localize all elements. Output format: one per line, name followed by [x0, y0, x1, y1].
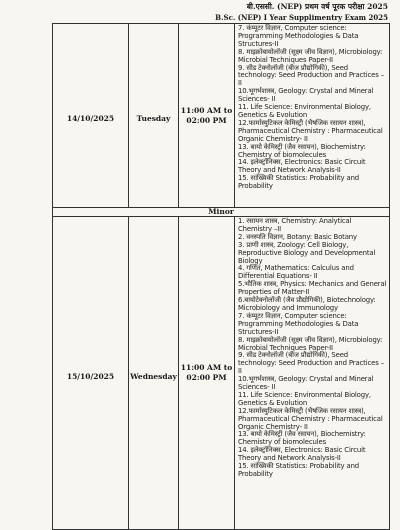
header-english-title: B.Sc. (NEP) I Year Supplimentry Exam 2025: [215, 13, 388, 22]
exam-date: 14/10/2025: [66, 114, 115, 123]
section-title-minor: Minor: [53, 208, 390, 217]
list-item: 13. बायो केमिस्ट्री (जैव रसायन), Biochemistry: Chemistry of biomolecules: [238, 142, 366, 159]
page-header: [215, 1, 388, 23]
date-cell: [53, 217, 129, 530]
list-item: 7. कंप्यूटर विज्ञान, Computer science: Programming Methodologies & Data Structures-II: [238, 311, 359, 336]
list-item: 6.बायोटेक्नोलॉजी (जैव प्रौद्योगिकी), Biotechnology: Microbiology and Immunology: [238, 296, 376, 312]
day-cell: [129, 217, 179, 530]
exam-schedule-table: [52, 23, 390, 530]
list-item: 11. Life Science: Environmental Biology, Genetics & Evolution: [238, 390, 371, 407]
exam-day: Tuesday: [136, 114, 171, 123]
time-cell: [179, 217, 235, 530]
list-item: 3. प्राणी शास्त्र, Zoology: Cell Biology, Reproductive Biology and Developmental Biology: [238, 240, 376, 265]
subject-list: [235, 217, 389, 480]
list-item: 8. माइक्रोबायोलॉजी (सूक्ष्म जीव विज्ञान), Microbiology: Microbial Techniques Paper-II: [238, 47, 383, 64]
exam-date: 15/10/2025: [66, 371, 115, 381]
list-item: 11. Life Science: Environmental Biology, Genetics & Evolution: [238, 103, 371, 119]
date-cell: [53, 24, 129, 208]
list-item: 8. माइक्रोबायोलॉजी (सूक्ष्म जीव विज्ञान), Microbiology: Microbial Techniques Paper-II: [238, 335, 383, 352]
subjects-cell: [235, 24, 390, 208]
list-item: 9. सीड टेक्नोलॉजी (बीज प्रौद्योगिकी), Seed technology: Seed Production and Practices –II: [238, 63, 384, 88]
list-item: 9. सीड टेक्नोलॉजी (बीज प्रौद्योगिकी), Seed technology: Seed Production and Practices –II: [238, 351, 384, 376]
header-hindi-title: बी.एससी. (NEP) प्रथम वर्ष पूरक परीक्षा 2025: [246, 2, 388, 11]
list-item: 2. वनस्पति विज्ञान, Botany: Basic Botany: [238, 232, 357, 241]
exam-time-start: 11:00 AM to: [180, 105, 233, 115]
list-item: 10.भूगर्भशास्त्र, Geology: Crystal and Mineral Sciences- II: [238, 375, 374, 392]
list-item: 15. सांख्यिकी Statistics: Probability and Probability: [238, 462, 360, 478]
list-item: 10.भूगर्भशास्त्र, Geology: Crystal and Mineral Sciences- II: [238, 87, 374, 104]
exam-time-start: 11:00 AM to: [180, 363, 233, 372]
time-cell: [179, 24, 235, 208]
subjects-cell: [235, 217, 390, 530]
exam-time-end: 02:00 PM: [186, 115, 227, 125]
list-item: 12.फार्मास्युटिकल केमिस्ट्री (भैषजिक रसायन शास्त्र), Pharmaceutical Chemistry : Pharmaceutical Organic Chemistry- II: [238, 406, 383, 431]
list-item: 15. सांख्यिकी Statistics: Probability and Probability: [238, 174, 360, 191]
list-item: 14. इलेक्ट्रॉनिक्स, Electronics: Basic Circuit Theory and Network Analysis-II: [238, 158, 366, 175]
table-row: [53, 217, 390, 530]
list-item: 1. रसायन शास्त्र, Chemistry: Analytical Chemistry –II: [238, 217, 352, 233]
list-item: 14. इलेक्ट्रॉनिक्स, Electronics: Basic Circuit Theory and Network Analysis-II: [238, 446, 366, 463]
exam-day: Wednesday: [130, 371, 177, 381]
list-item: 5.भौतिक शास्त्र, Physics: Mechanics and General Properties of Matter-II: [238, 280, 387, 297]
exam-time-end: 02:00 PM: [186, 373, 227, 382]
section-row: [53, 208, 390, 217]
day-cell: [129, 24, 179, 208]
list-item: 4. गणित, Mathematics: Calculus and Differential Equations- II: [238, 264, 354, 281]
list-item: 7. कंप्यूटर विज्ञान, Computer science: Programming Methodologies & Data Structures-II: [238, 24, 359, 48]
list-item: 12.फार्मास्युटिकल केमिस्ट्री (भैषजिक रसायन शास्त्र), Pharmaceutical Chemistry : Pharmaceutical Organic Chemistry- II: [238, 118, 383, 143]
table-row: [53, 24, 390, 208]
subject-list: [235, 24, 389, 192]
list-item: 13. बायो केमिस्ट्री (जैव रसायन), Biochemistry: Chemistry of biomolecules: [238, 430, 366, 447]
